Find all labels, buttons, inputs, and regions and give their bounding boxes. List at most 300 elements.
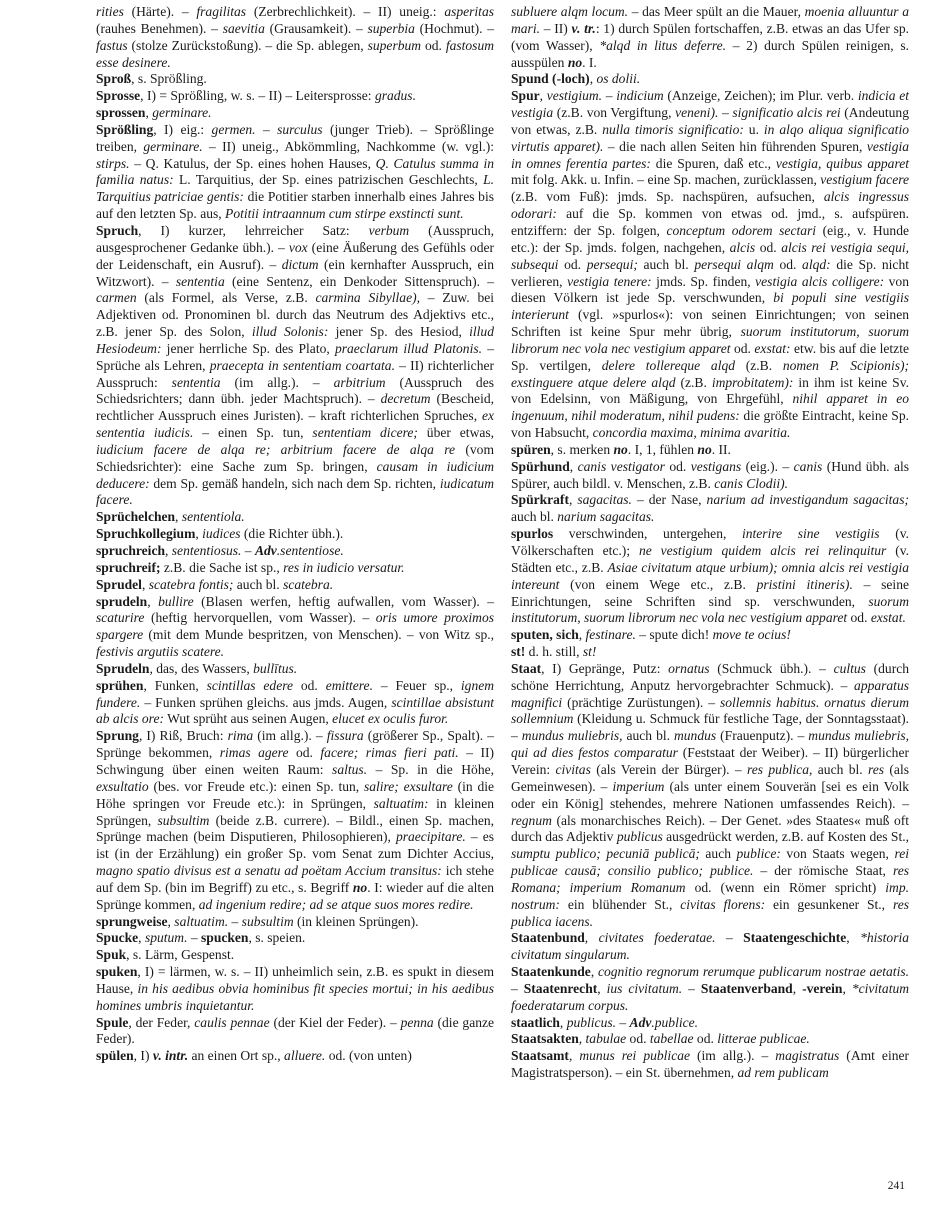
entry-text: concordia maxima, minima avaritia. — [592, 425, 791, 441]
entry-text: publicus — [616, 829, 663, 845]
entry-text: v. intr. — [152, 1048, 189, 1064]
entry-text: , Funken, — [143, 677, 207, 693]
headword: sprühen — [96, 677, 144, 693]
dictionary-entry — [96, 678, 494, 729]
entry-text: ius civitatum. — [606, 980, 683, 996]
entry-text: von Staats wegen, — [780, 846, 895, 862]
entry-text: scaturire — [96, 610, 145, 626]
entry-text: , — [568, 1048, 580, 1064]
entry-text: superbum — [367, 37, 422, 53]
entry-text: d. h. still, — [525, 644, 583, 660]
entry-text: , I) kurzer, lehrreicher Satz: — [138, 222, 369, 238]
entry-text: praeclarum illud Platonis. — [334, 340, 482, 356]
entry-text: indicium — [616, 88, 664, 104]
entry-text: (Blasen werfen, heftig aufwallen, vom Wasser). – — [193, 593, 494, 609]
entry-text: caulis pennae — [194, 1014, 270, 1030]
headword: Staatenbund — [511, 930, 585, 946]
entry-text: (die ganze Feder). — [96, 1014, 495, 1047]
entry-text: vestigans — [690, 458, 742, 474]
headword: Spule — [96, 1014, 129, 1030]
dictionary-entry — [511, 1015, 909, 1032]
entry-text: (ein kernhafter Ausspruch, ein Witzwort). – — [96, 256, 494, 289]
entry-text: (Kleidung u. Schmuck für festliche Tage, der Sonntagsstaat). – — [511, 711, 909, 744]
entry-text: vestigia tenere: — [567, 273, 652, 289]
entry-text: (Anzeige, Zeichen); im Plur. verb. — [663, 88, 858, 104]
dictionary-entry — [511, 1048, 909, 1082]
entry-text: die Sp. nicht verlieren, — [511, 256, 909, 289]
entry-text: , — [559, 1014, 567, 1030]
headword: sprossen — [96, 105, 146, 121]
headword: spuken — [96, 964, 138, 980]
entry-text: (Härte). – — [123, 4, 197, 19]
entry-text: bi populi sine vestigiis interierunt — [511, 290, 910, 323]
entry-text: .publice. — [651, 1014, 699, 1030]
entry-text: , — [539, 88, 547, 104]
entry-text: – — [511, 980, 524, 996]
entry-text: ex sententia iudicis. — [96, 408, 494, 441]
entry-text: – — [241, 543, 255, 558]
headword: Spucke — [96, 930, 139, 946]
entry-text: (v. Völkerschaften etc.); — [511, 526, 909, 558]
entry-text: rima — [227, 728, 254, 744]
entry-text: , — [141, 576, 149, 592]
entry-text: penna — [400, 1014, 434, 1030]
entry-text: – — [715, 930, 744, 946]
entry-text: (von einem Wege etc., z.B. — [559, 576, 757, 592]
entry-text: magno spatio divisus est a senatu ad poëtam Accium transitus: — [96, 863, 442, 879]
entry-text: – — [682, 980, 701, 996]
entry-text: in ihm ist keine Sv. von Edelsinn, von Mäßigung, von Ehrgefühl, — [511, 374, 909, 407]
entry-text: – II) richterlicher Ausspruch: — [96, 357, 494, 390]
entry-text: conceptum odorem sectari — [666, 222, 817, 238]
entry-text: facere; rimas fieri pati. — [320, 745, 459, 761]
right-column — [511, 4, 909, 1082]
entry-text: alcis rei vestigia sequi, subsequi — [511, 239, 909, 272]
headword: Spund (-loch) — [511, 71, 590, 87]
entry-text: (z.B. vom Fuß): jmds. Sp. nachspüren, aufsuchen, — [511, 189, 824, 205]
entry-text: germinare. — [143, 138, 203, 154]
entry-text: – das Meer spült an die Mauer, — [628, 4, 805, 19]
entry-text: subluere alqm locum. — [511, 4, 629, 19]
entry-text: (Grausamkeit). – — [264, 20, 368, 36]
entry-text: illud Hesiodeum: — [96, 324, 494, 356]
entry-text: res — [868, 761, 885, 777]
entry-text: , — [165, 543, 172, 558]
entry-text: civitas — [555, 761, 591, 777]
entry-text: Wut sprüht aus seinen Augen, — [163, 711, 333, 727]
entry-text: dem Sp. gemäß handeln, sich nach dem Sp. richten, — [149, 475, 440, 491]
entry-text: stirps. — [96, 155, 130, 171]
entry-text: sententiam dicere; — [312, 425, 418, 441]
entry-text: in alqo aliqua significatio virtutis apparet). — [511, 121, 909, 154]
entry-text: – die nach allen Seiten hin führenden Spuren, — [603, 138, 867, 154]
entry-text: festinare. — [585, 627, 636, 643]
entry-text: no — [352, 879, 368, 895]
entry-text: od. — [664, 458, 691, 474]
entry-text: (als unter einem Souverän [sei es ein Volk oder ein König] stehendes, mehrere Nationen umfassendes Reich). – — [511, 778, 910, 811]
entry-text: sententia — [175, 273, 225, 289]
entry-text: Q. Catulus summa in familia natus: — [96, 155, 494, 188]
entry-text: nomen P. Scipionis); exstinguere atque delere alqd — [511, 357, 909, 390]
entry-text: oris umore proximos spargere — [96, 610, 495, 643]
entry-text: verschwinden, untergehen, — [553, 526, 742, 542]
entry-text: od. — [773, 256, 803, 272]
entry-text: , — [167, 913, 175, 929]
entry-text: auch bl. — [622, 728, 674, 744]
entry-text: , — [195, 526, 203, 542]
entry-text: persequi alqm — [694, 256, 774, 272]
entry-text: fissura — [326, 728, 364, 744]
entry-text: saevitia — [222, 20, 265, 36]
dictionary-entry — [511, 661, 909, 931]
entry-text: (eig.). – — [741, 458, 794, 474]
entry-text: (Hund übh. als Spürer, auch bildl. v. Menschen, z.B. — [511, 458, 910, 491]
headword: Sprudeln — [96, 660, 150, 676]
entry-text: exsultatio — [96, 778, 149, 794]
entry-text: sententiosus. — [171, 543, 242, 558]
entry-text: auf die Sp. kommen von etwas od. jmd., s. aufspüren. entziffern: der Sp. folgen, — [511, 206, 909, 238]
entry-text: bullītus. — [253, 660, 298, 676]
dictionary-entry — [96, 1048, 494, 1065]
dictionary-entry — [511, 964, 909, 1015]
entry-text: , — [138, 930, 145, 946]
entry-text: fastosum esse desinere. — [96, 37, 495, 70]
headword: st! — [511, 644, 526, 660]
entry-text: , — [584, 930, 599, 946]
entry-text: st! — [582, 644, 597, 660]
entry-text: exstat. — [870, 610, 906, 626]
entry-text: subsultim — [241, 913, 294, 929]
entry-text: , — [590, 964, 598, 980]
entry-text: mit folg. Akk. u. Infin. – eine Sp. machen, zurücklassen, — [511, 172, 821, 188]
entry-text: improbitatem): — [711, 374, 794, 390]
entry-text: Asiae civitatum atque urbium); omnia alcis rei vestigia intereunt — [511, 559, 910, 592]
entry-text: – es ist (in der Erzählung) ein großer Sp. vom Senat zum Dichter Accius, — [96, 829, 494, 862]
dictionary-entry — [96, 88, 494, 105]
entry-text: (Hochmut). – — [414, 20, 494, 36]
entry-text: auch — [699, 846, 737, 862]
entry-text: elucet ex oculis furor. — [332, 711, 449, 727]
dictionary-entry — [96, 594, 494, 661]
entry-text: fragilitas — [196, 4, 247, 19]
entry-text: od. (wenn ein Römer spricht) — [685, 879, 886, 895]
dictionary-entry — [511, 459, 909, 493]
dictionary-entry — [96, 577, 494, 594]
headword: Staatenverband — [700, 980, 793, 996]
entry-text: , — [569, 458, 578, 474]
entry-text: sententia — [171, 374, 221, 390]
entry-text: (heftig hervorquellen, vom Wasser). – — [144, 610, 376, 626]
headword: staatlich — [511, 1014, 560, 1030]
headword: Staatsamt — [511, 1048, 569, 1064]
entry-text: alqd: — [802, 256, 831, 272]
entry-text: res in iudicio versatur. — [283, 559, 405, 575]
entry-text: vestigia in omnes ferentia partes: — [511, 138, 910, 171]
entry-text: tabellae — [649, 1031, 694, 1047]
entry-text: res publica iacens. — [511, 896, 910, 929]
entry-text: (als Gemeinwesen). – — [511, 761, 909, 794]
entry-text: germinare. — [152, 105, 212, 121]
entry-text: , — [578, 627, 586, 643]
entry-text: v. tr. — [571, 20, 596, 36]
headword: Sprosse — [96, 88, 141, 104]
entry-text: munus rei publicae — [579, 1048, 690, 1064]
headword: Staatenkunde — [511, 964, 591, 980]
entry-text: no — [613, 441, 628, 457]
dictionary-entry — [511, 930, 909, 964]
entry-text: alluere. — [284, 1048, 326, 1064]
entry-text: (eine Sentenz, ein Denkoder Sittenspruch). – — [224, 273, 494, 289]
entry-text: dictum — [281, 256, 319, 272]
headword: spülen — [96, 1048, 134, 1064]
entry-text: *historia civitatum singularum. — [511, 930, 910, 963]
dictionary-entry — [96, 526, 494, 543]
entry-text: . I, 1, fühlen — [627, 441, 698, 457]
headword: spüren — [511, 441, 551, 457]
entry-text: , — [568, 492, 578, 508]
entry-text: move te ocius! — [712, 627, 791, 643]
entry-text: delere tollereque alqd — [601, 357, 736, 373]
entry-text: – Zuw. bei Adjektiven od. Pronominen bl. durch das Neutrum des Adjektivs etc., z.B. jener Sp. des Solon, — [96, 290, 494, 340]
dictionary-entry — [96, 947, 494, 964]
entry-text: *civitatum foederatarum corpus. — [511, 980, 910, 1013]
entry-text: rities — [96, 4, 124, 19]
entry-text: L. Tarquitius patriciae gentis: — [96, 172, 494, 205]
dictionary-entry — [96, 543, 494, 560]
entry-text: (vom Schiedsrichter): eine Sache zum Sp. bringen, — [96, 441, 494, 474]
entry-text: verbum — [368, 222, 410, 238]
headword: Spruchkollegium — [96, 526, 196, 542]
entry-text: die Potitier starben innerhalb eines Jahres bis auf den letzten Sp. aus, — [96, 189, 494, 222]
entry-text: (rauhes Benehmen). – — [96, 20, 223, 36]
entry-text: regnum — [511, 812, 552, 828]
entry-text: exstat: — [754, 340, 791, 356]
entry-text: canis vestigator — [577, 458, 665, 474]
entry-text: od. — [288, 745, 321, 761]
entry-text: . I. — [582, 54, 597, 70]
entry-text: publicus. — [566, 1014, 616, 1030]
entry-text: magistratus — [775, 1048, 840, 1064]
dictionary-entry — [96, 1015, 494, 1049]
entry-text: (eine Äußerung des Gefühls oder der Leidenschaft, ein Ausruf). – — [96, 239, 495, 272]
entry-text: persequi; — [586, 256, 638, 272]
headword: Staat — [511, 660, 542, 676]
entry-text: (z.B. von Vergiftung, — [553, 105, 676, 121]
entry-text: (im allg.). – — [253, 728, 327, 744]
dictionary-entry — [511, 627, 909, 644]
entry-text: – — [616, 1014, 630, 1030]
entry-text: od. (von unten) — [325, 1048, 412, 1064]
entry-text: imp. nostrum: — [511, 879, 909, 912]
dictionary-entry — [96, 560, 494, 577]
entry-text: publice: — [736, 846, 781, 862]
headword: Spuk — [96, 947, 127, 963]
entry-text: decretum — [380, 391, 431, 407]
headword: -verein — [802, 980, 843, 996]
entry-text: ich stehe auf dem Sp. (bin im Begriff) zu etc., s. Begriff — [96, 863, 494, 895]
entry-text: (junger Trieb). – Sprößlinge treiben, — [96, 121, 494, 154]
entry-text: ornatus — [668, 660, 710, 676]
entry-text: , I) Riß, Bruch: — [138, 728, 228, 744]
entry-text: – Sp. in die Höhe, — [367, 761, 495, 777]
entry-text: praecipitare. — [395, 829, 466, 845]
entry-text: veneni). – significatio alcis rei — [675, 105, 841, 121]
entry-text: , I) = Sprößling, w. s. – II) – Leitersprosse: — [140, 88, 375, 104]
entry-text: ad rem publicam — [737, 1065, 829, 1081]
entry-text: iudicatum facere. — [96, 475, 494, 508]
entry-text: , — [597, 980, 607, 996]
entry-text: canis Clodii). — [714, 475, 789, 491]
dictionary-entry — [511, 526, 909, 627]
entry-text: auch bl. — [812, 761, 868, 777]
entry-text: , s. Lärm, Gespenst. — [126, 947, 235, 963]
entry-text: res Romana; imperium Romanum — [511, 863, 909, 895]
entry-text: saltuatim. — [174, 913, 229, 929]
entry-text: (als Verein der Bürger). – — [590, 761, 747, 777]
dictionary-entry — [511, 492, 909, 526]
entry-text: scintillas edere — [206, 677, 293, 693]
entry-text: mundus muliebris, qui ad dies festos comparatur — [511, 728, 909, 761]
entry-text: (im allg.). – — [690, 1048, 776, 1064]
entry-text: , — [175, 509, 182, 525]
entry-text: ad ingenium redire; ad se atque suos mores redire. — [198, 896, 474, 912]
entry-text: Adv — [629, 1014, 652, 1030]
entry-text: scatebra. — [283, 576, 334, 592]
headword: spruchreich — [96, 543, 165, 558]
entry-text: , I) eig.: — [153, 121, 212, 137]
entry-text: (Zerbrechlichkeit). – II) uneig.: — [246, 4, 445, 19]
entry-text: germen. – surculus — [211, 121, 323, 137]
entry-text: cognitio regnorum rerumque publicarum nostrae aetatis. — [597, 964, 909, 980]
entry-text: – II) uneig., Abkömmling, Nachkomme (w. vgl.): — [202, 138, 494, 154]
entry-text: vestigia alcis colligere: — [755, 273, 885, 289]
entry-text: in his aedibus obvia hominibus fit species mortui; in his aedibus homines umbris inquietantur. — [96, 980, 494, 1013]
entry-text: iudices — [202, 526, 241, 542]
entry-text: rei publicae causā; consilio publico; publice. — [511, 846, 909, 879]
entry-text: auch bl. — [233, 576, 284, 592]
entry-text: od. — [755, 239, 782, 255]
entry-text: (vgl. »spurlos«): von seinen Einrichtungen; von seinen Schriften ist keine Spur mehr übrig, — [511, 307, 909, 340]
entry-text: – der römische Staat, — [753, 863, 893, 879]
entry-text: civitates foederatae. — [598, 930, 716, 946]
headword: Sproß — [96, 71, 132, 87]
entry-text: (Amt einer Magistratsperson). – ein St. übernehmen, — [511, 1048, 910, 1081]
entry-text: ein blühender St., — [559, 896, 681, 912]
entry-text: , s. speien. — [248, 930, 306, 946]
entry-text: – einen Sp. tun, — [193, 425, 313, 441]
entry-text: imperium — [612, 778, 665, 794]
entry-text: etw. bis auf die letzte Sp. vertilgen, — [511, 340, 909, 373]
entry-text: auch bl. — [511, 509, 558, 525]
entry-text: – Sprüche als Lehren, — [96, 340, 494, 373]
entry-text: indicia et vestigia — [511, 88, 909, 121]
entry-text: (Frauenputz). – — [716, 728, 809, 744]
entry-text: – spute dich! — [635, 627, 713, 643]
entry-text: arbitrium — [333, 374, 386, 390]
dictionary-entry — [511, 644, 909, 661]
dictionary-entry — [96, 930, 494, 947]
entry-text: od. — [730, 340, 755, 356]
headword: spucken — [201, 930, 249, 946]
entry-text: (beide z.B. currere). – Bildl., einen Sp. machen, Sprünge machen (beim Disputieren, Philosophieren), — [96, 812, 494, 845]
headword: Staatenrecht — [523, 980, 598, 996]
entry-text: (als Formel, als Verse, z.B. — [136, 290, 316, 306]
entry-text: an einen Ort sp., — [188, 1048, 285, 1064]
entry-text: jmds. Sp. finden, — [651, 273, 756, 289]
entry-text: , — [842, 980, 852, 996]
entry-text: iudicium facere de alqa re; arbitrium facere de alqa re — [96, 441, 456, 457]
entry-text: – 2) durch Spülen reinigen, s. ausspülen — [511, 37, 909, 70]
entry-text: emittere. — [325, 677, 373, 693]
dictionary-entry — [96, 4, 494, 71]
entry-text: vestigia, quibus apparet — [775, 155, 909, 171]
entry-text: (der Kiel der Feder). – — [269, 1014, 401, 1030]
entry-text: subsultim — [157, 812, 210, 828]
dictionary-entry — [96, 223, 494, 509]
entry-text: , — [145, 105, 153, 121]
entry-text: , I) — [133, 1048, 153, 1064]
dictionary-entry — [96, 728, 494, 913]
headword: Staatsakten — [511, 1031, 579, 1047]
entry-text: , — [846, 930, 861, 946]
entry-text: jener Sp. des Hesiod, — [328, 324, 470, 340]
headword: sprudeln — [96, 593, 148, 609]
entry-text: gradus. — [374, 88, 416, 104]
entry-text: no — [567, 54, 583, 70]
entry-text: carmen — [96, 290, 137, 306]
entry-text: suorum institutorum, suorum librorum nec vola nec vestigium apparet — [511, 593, 909, 626]
headword: Sprößling — [96, 121, 154, 137]
entry-text: (Andeutung von etwas, z.B. — [511, 105, 909, 137]
entry-text: die größte Eintracht, keine Sp. von Habsucht, — [511, 408, 909, 441]
entry-text: res publica, — [747, 761, 813, 777]
entry-text: , der Feder, — [128, 1014, 195, 1030]
entry-text: sententiola. — [181, 509, 245, 525]
entry-text: illud Solonis: — [251, 324, 329, 340]
entry-text: (größerer Sp., Spalt). – Sprünge bekommen, — [96, 728, 494, 761]
entry-text: (Ausspruch, ausgesprochener Gedanke übh.). – — [96, 222, 495, 255]
entry-text: saltuatim: — [373, 795, 429, 811]
entry-text: – II) — [539, 20, 572, 36]
entry-text: (durch schöne Herrichtung, Anputz hervorgebrachter Schmuck). – — [511, 660, 909, 693]
entry-text: (v. Städten etc., z.B. — [511, 543, 909, 575]
entry-text: (im allg.). – — [220, 374, 334, 390]
entry-text: nulla timoris significatio: — [602, 121, 744, 137]
entry-text: od. — [626, 1031, 650, 1047]
entry-text: (Ausspruch des Schiedsrichters; dann übh. jeder Machtspruch). – — [96, 374, 494, 407]
entry-text: od. — [693, 1031, 718, 1047]
headword: Sprudel — [96, 576, 142, 592]
dictionary-entry — [511, 4, 909, 71]
entry-text: bullire — [158, 593, 194, 609]
entry-text: z.B. die Sache ist sp., — [160, 559, 284, 575]
headword: spruchreif; — [96, 559, 161, 575]
headword: Sprüchelchen — [96, 509, 176, 525]
entry-text: , — [578, 1031, 586, 1047]
entry-text: vestigium. — [546, 88, 603, 104]
headword: Staatengeschichte — [743, 930, 847, 946]
entry-text: festivis argutiis scatere. — [96, 644, 225, 660]
entry-text: od. — [558, 256, 587, 272]
entry-text: – — [602, 88, 617, 104]
entry-text: Adv — [254, 543, 277, 558]
dictionary-entry — [96, 509, 494, 526]
entry-text: (in die Höhe springen vor Freude etc.): in Sprüngen, — [96, 778, 494, 811]
dictionary-entry — [511, 1031, 909, 1048]
entry-text: , s. merken — [550, 441, 614, 457]
entry-text: sollemnis habitus. ornatus dierum sollemnium — [511, 694, 909, 727]
entry-text: no — [697, 441, 712, 457]
